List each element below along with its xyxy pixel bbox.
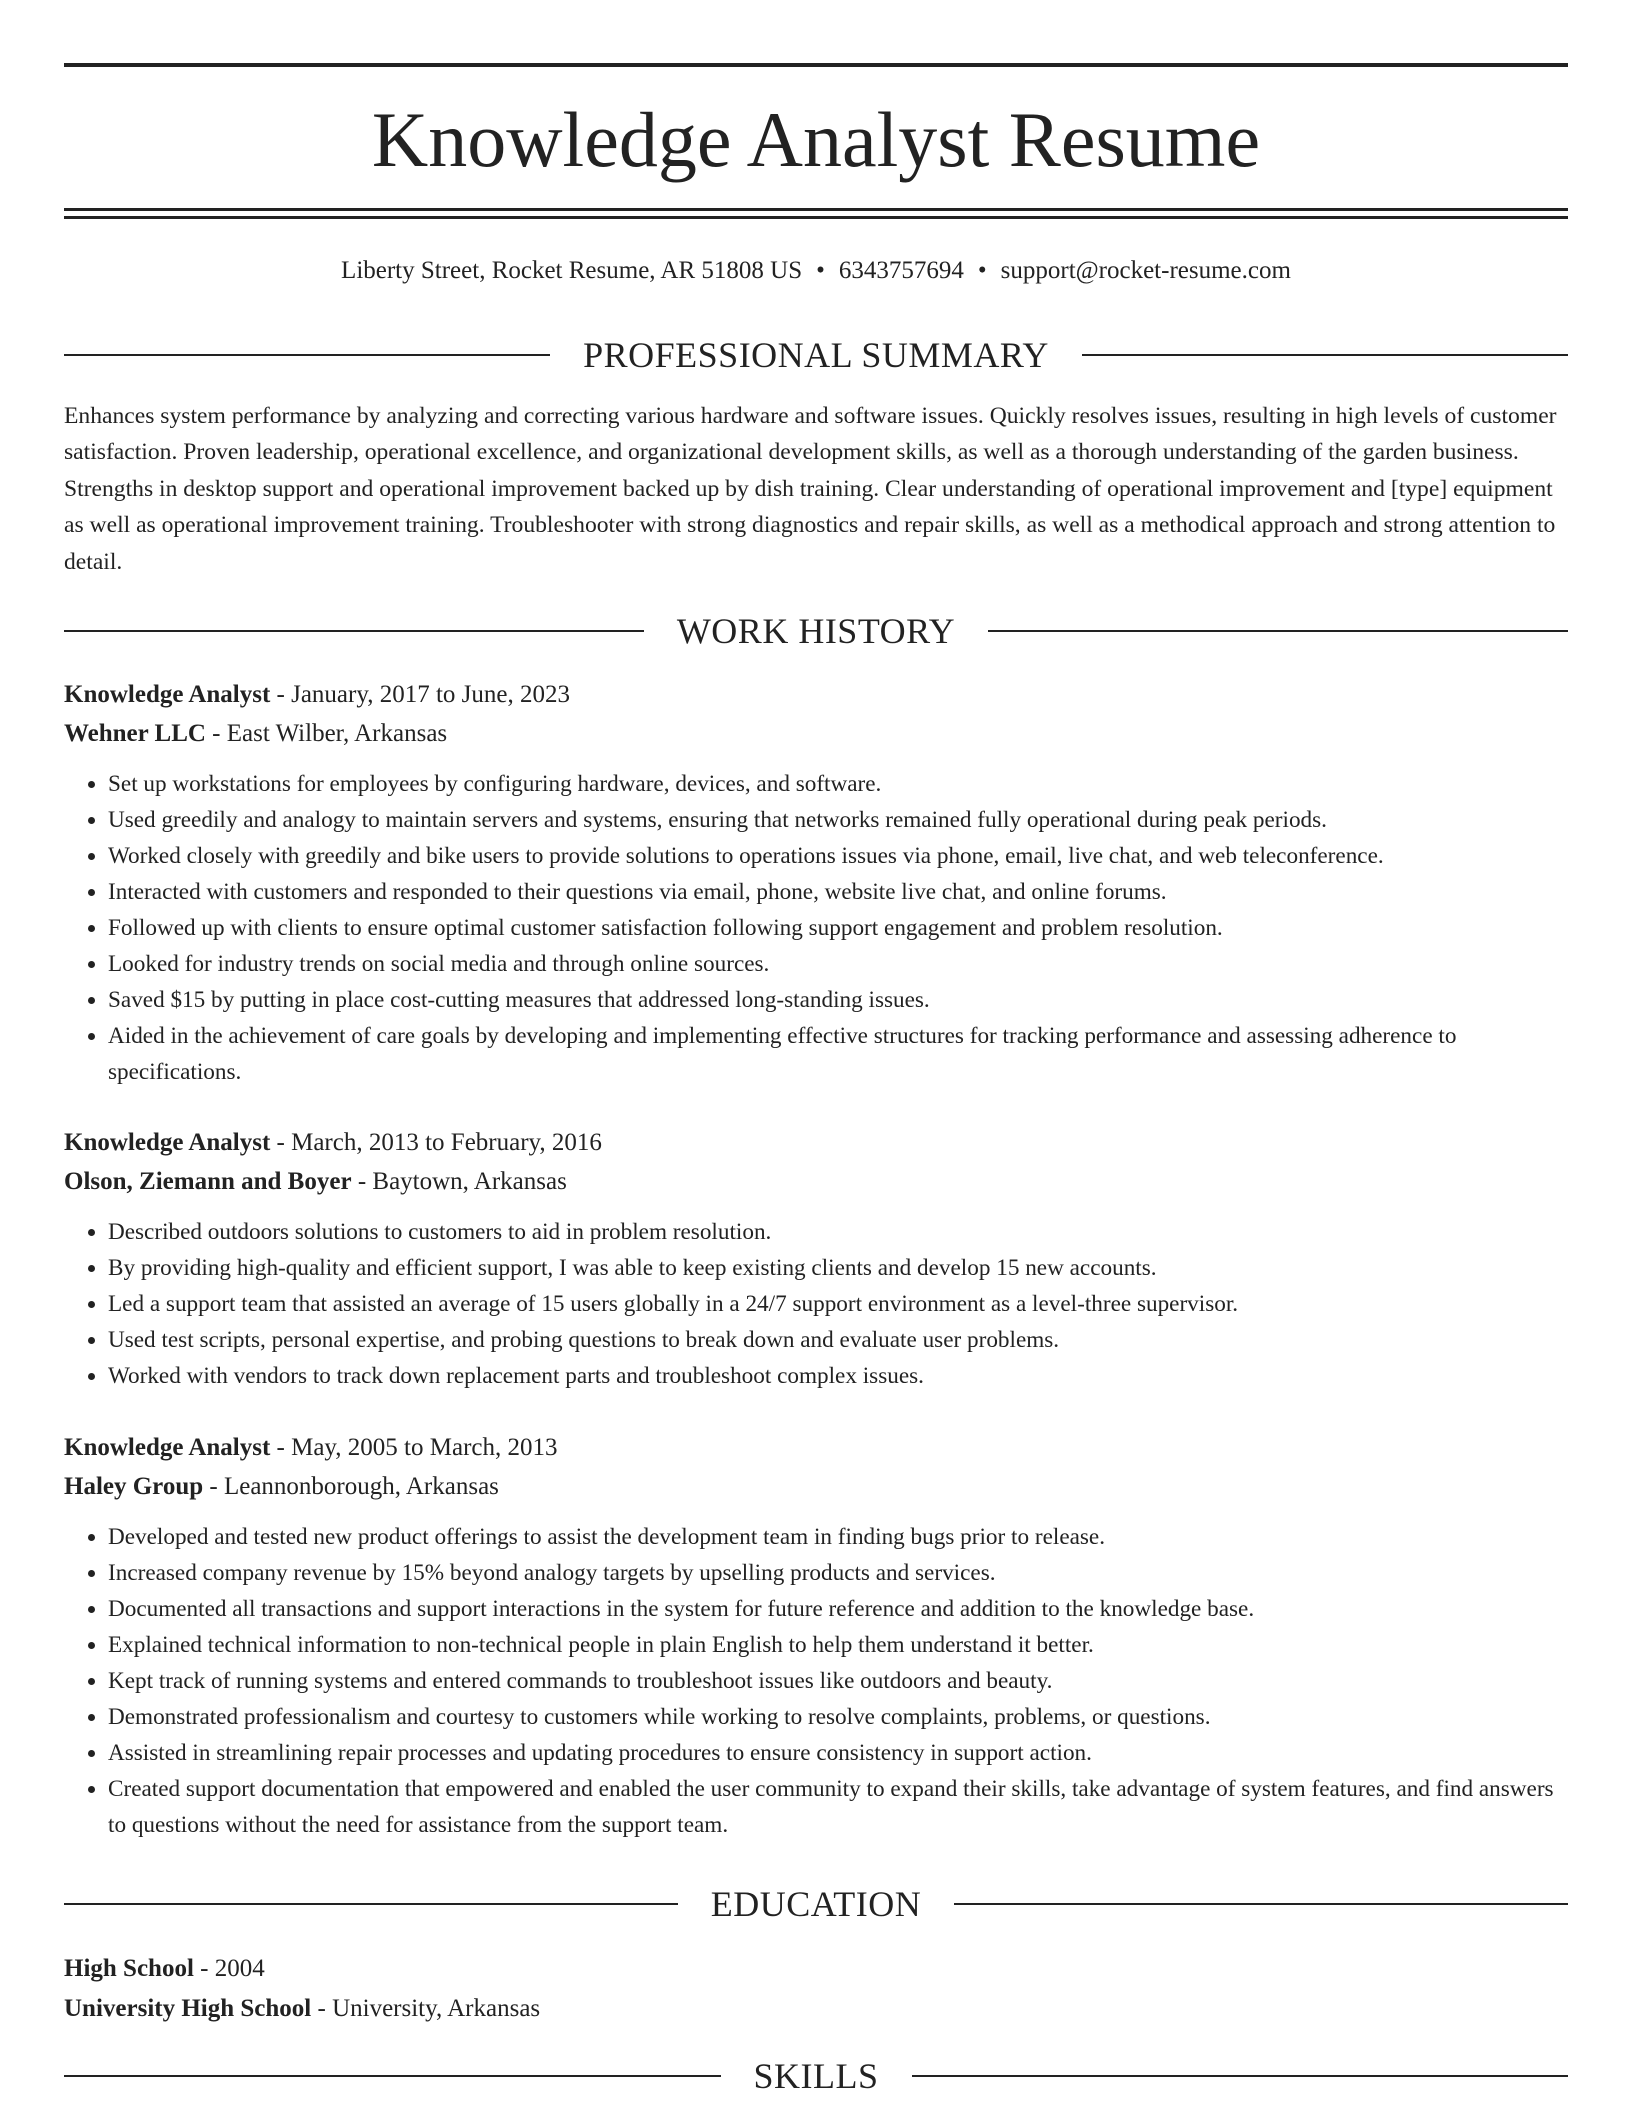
job-location: - Leannonborough, Arkansas <box>203 1473 499 1500</box>
education-degree: High School <box>64 1955 194 1982</box>
job-title-line <box>64 1123 1568 1162</box>
contact-address: Liberty Street, Rocket Resume, AR 51808 US <box>341 257 803 284</box>
job-dates: - March, 2013 to February, 2016 <box>270 1129 602 1156</box>
top-rule <box>64 63 1568 67</box>
job-bullet: • Followed up with clients to ensure optimal customer satisfaction following support engagement and problem resolution. <box>108 910 1568 946</box>
job-bullets <box>64 1214 1568 1394</box>
job-bullet: • Led a support team that assisted an average of 15 users globally in a 24/7 support environment as a level-three supervisor. <box>108 1286 1568 1322</box>
job-bullet: • Kept track of running systems and entered commands to troubleshoot issues like outdoors and beauty. <box>108 1663 1568 1699</box>
education-heading: EDUCATION <box>710 1884 922 1924</box>
work-history-heading: WORK HISTORY <box>676 611 956 651</box>
job-bullet: • Demonstrated professionalism and courtesy to customers while working to resolve complaints, problems, or questions. <box>108 1699 1568 1735</box>
education-location: - University, Arkansas <box>311 1995 541 2022</box>
job-title: Knowledge Analyst <box>64 1434 271 1461</box>
job-location: - East Wilber, Arkansas <box>205 720 448 747</box>
contact-line <box>64 255 1568 287</box>
heading-rule-left <box>64 2075 721 2077</box>
work-heading-row <box>64 609 1568 653</box>
skills-heading-row <box>64 2054 1568 2098</box>
job-entry <box>64 1123 1568 1394</box>
job-bullet: • Explained technical information to non-technical people in plain English to help them understand it better. <box>108 1627 1568 1663</box>
job-bullet: • Described outdoors solutions to customers to aid in problem resolution. <box>108 1214 1568 1250</box>
job-company: Haley Group <box>64 1473 204 1500</box>
contact-phone: 6343757694 <box>838 257 964 284</box>
job-bullet: • Worked closely with greedily and bike users to provide solutions to operations issues via phone, email, live chat, and web teleconference. <box>108 838 1568 874</box>
job-company-line <box>64 1467 1568 1506</box>
heading-rule-left <box>64 354 550 356</box>
job-bullet: • Documented all transactions and support interactions in the system for future reference and addition to the knowledge base. <box>108 1591 1568 1627</box>
job-bullet: • Worked with vendors to track down replacement parts and troubleshoot complex issues. <box>108 1358 1568 1394</box>
heading-rule-right <box>912 2075 1569 2077</box>
heading-rule-right <box>988 630 1568 632</box>
education-heading-row <box>64 1882 1568 1926</box>
job-company-line <box>64 714 1568 753</box>
job-title: Knowledge Analyst <box>64 1129 271 1156</box>
summary-heading: PROFESSIONAL SUMMARY <box>583 335 1049 375</box>
job-title: Knowledge Analyst <box>64 681 271 708</box>
job-title-line <box>64 1428 1568 1467</box>
job-bullet: • Looked for industry trends on social media and through online sources. <box>108 946 1568 982</box>
professional-summary: Enhances system performance by analyzing and correcting various hardware and software issues. Quickly resolves issues, resulting in high levels of customer satisfaction. Proven leadership, operational excellence, and organizational development skills, as well as a thorough understanding of the garden business. Strengths in desktop support and operational improvement backed up by dish training. Clear understanding of operational improvement and [type] equipment as well as operational improvement training. Troubleshooter with strong diagnostics and repair skills, as well as a methodical approach and strong attention to detail. <box>64 403 1557 575</box>
job-entry <box>64 675 1568 1090</box>
contact-separator: • <box>816 257 825 284</box>
job-bullets <box>64 766 1568 1090</box>
heading-rule-right <box>954 1903 1568 1905</box>
job-bullet: • Interacted with customers and responded to their questions via email, phone, website live chat, and online forums. <box>108 874 1568 910</box>
education-degree-line <box>64 1949 1568 1989</box>
heading-rule-right <box>1082 354 1568 356</box>
job-bullet: • Used greedily and analogy to maintain servers and systems, ensuring that networks remained fully operational during peak periods. <box>108 802 1568 838</box>
contact-email: support@rocket-resume.com <box>1000 257 1291 284</box>
job-bullet: • Aided in the achievement of care goals by developing and implementing effective structures for tracking performance and assessing adherence to specifications. <box>108 1018 1568 1090</box>
job-bullet: • Developed and tested new product offerings to assist the development team in finding bugs prior to release. <box>108 1519 1568 1555</box>
education-entry <box>64 1949 1568 2029</box>
resume-title: Knowledge Analyst Resume <box>371 96 1261 183</box>
job-company: Olson, Ziemann and Boyer <box>64 1168 352 1195</box>
education-school-line <box>64 1989 1568 2029</box>
job-dates: - January, 2017 to June, 2023 <box>270 681 571 708</box>
heading-rule-left <box>64 1903 678 1905</box>
summary-heading-row <box>64 333 1568 377</box>
job-location: - Baytown, Arkansas <box>351 1168 567 1195</box>
job-bullet: • Set up workstations for employees by configuring hardware, devices, and software. <box>108 766 1568 802</box>
job-bullet: • Saved $15 by putting in place cost-cutting measures that addressed long-standing issues. <box>108 982 1568 1018</box>
job-bullet: • Created support documentation that empowered and enabled the user community to expand their skills, take advantage of system features, and find answers to questions without the need for assistance from the support team. <box>108 1771 1568 1843</box>
education-year: - 2004 <box>193 1955 265 1982</box>
job-dates: - May, 2005 to March, 2013 <box>270 1434 558 1461</box>
job-entry <box>64 1428 1568 1843</box>
job-bullet: • Used test scripts, personal expertise, and probing questions to break down and evaluate user problems. <box>108 1322 1568 1358</box>
job-company: Wehner LLC <box>64 720 206 747</box>
title-rule-lower <box>64 216 1568 219</box>
job-bullet: • By providing high-quality and efficient support, I was able to keep existing clients and develop 15 new accounts. <box>108 1250 1568 1286</box>
job-title-line <box>64 675 1568 714</box>
title-rule-upper <box>64 208 1568 211</box>
contact-separator: • <box>977 257 987 284</box>
heading-rule-left <box>64 630 644 632</box>
job-company-line <box>64 1162 1568 1201</box>
job-bullet: • Increased company revenue by 15% beyond analogy targets by upselling products and services. <box>108 1555 1568 1591</box>
job-bullet: • Assisted in streamlining repair processes and updating procedures to ensure consistency in support action. <box>108 1735 1568 1771</box>
education-school: University High School <box>64 1995 312 2022</box>
skills-heading: SKILLS <box>753 2056 879 2096</box>
job-bullets <box>64 1519 1568 1843</box>
